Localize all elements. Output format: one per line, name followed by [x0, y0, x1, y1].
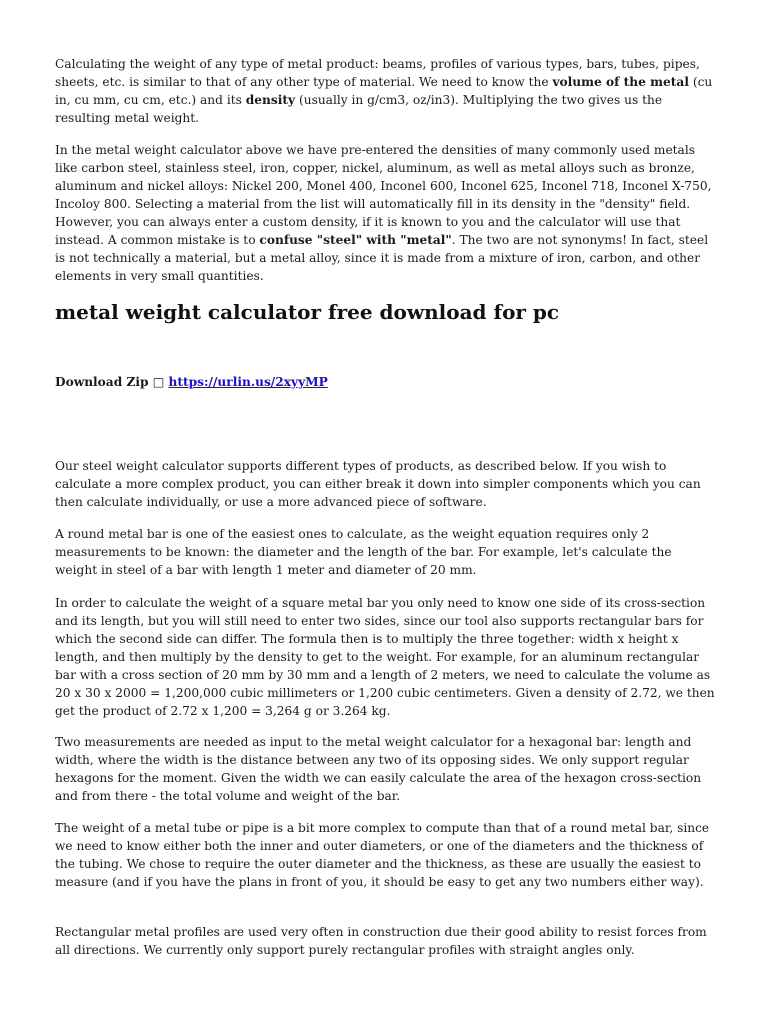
text-run: (cu in, cu mm, cu cm, etc.) and its — [55, 75, 713, 107]
bold-volume-of-metal: volume of the metal — [552, 75, 689, 89]
page-heading: metal weight calculator free download for pc — [55, 300, 560, 324]
paragraph-rectangular-profiles: Rectangular metal profiles are used very often in construction due their good ability to resist forces from all directions. We currently only support purely rectangular profiles with straight angles only. — [55, 925, 707, 957]
paragraph-hexagonal-bar: Two measurements are needed as input to the metal weight calculator for a hexagonal bar: length and width, where the width is the distance between any two of its opposing sides. We only support regular hexagons for the moment. Given the width we can easily calculate the area of the hexagon cross-section and from there - the total volume and weight of the bar. — [55, 735, 702, 803]
paragraph-round-bar: A round metal bar is one of the easiest ones to calculate, as the weight equation requires only 2 measurements to be known: the diameter and the length of the bar. For example, let's calculate the weight in steel of a bar with length 1 meter and diameter of 20 mm. — [55, 527, 672, 577]
missing-glyph-icon: □ — [152, 375, 165, 389]
text-run: . The two are not synonyms! In fact, steel is not technically a material, but a metal alloy, since it is made from a mixture of iron, carbon, and other elements in very small quantities. — [55, 233, 709, 283]
text-run: Calculating the weight of any type of metal product: beams, profiles of various types, bars, tubes, pipes, sheets, etc. is similar to that of any other type of material. We need to know the — [55, 57, 700, 89]
text-run: In the metal weight calculator above we have pre-entered the densities of many commonly used metals like carbon steel, stainless steel, iron, copper, nickel, aluminum, as well as metal alloys such as bronze, aluminum and nickel alloys: Nickel 200, Monel 400, Inconel 600, Inconel 625, Inconel 718, Inconel X-750, Incoloy 800. Selecting a material from the list will automatically fill in its density in the "density" field. However, you can always enter a custom density, if it is known to you and the calculator will use that instead. A common mistake is to — [55, 143, 712, 247]
bold-density: density — [245, 93, 296, 107]
paragraph-steel-calculator: Our steel weight calculator supports different types of products, as described below. If you wish to calculate a more complex product, you can either break it down into simpler components which you can then calculate individually, or use a more advanced piece of software. — [55, 459, 701, 509]
intro-paragraph — [55, 55, 715, 127]
download-line — [55, 373, 328, 391]
paragraph-square-bar: In order to calculate the weight of a square metal bar you only need to know one side of its cross-section and its length, but you will still need to enter two sides, since our tool also supports rectangular bars for which the second side can differ. The formula then is to multiply the three together: width x height x length, and then multiply by the density to get to the weight. For example, for an aluminum rectangular bar with a cross section of 20 mm by 30 mm and a length of 2 meters, we need to calculate the volume as 20 x 30 x 2000 = 1,200,000 cubic millimeters or 1,200 cubic centimeters. Given a density of 2.72, we then get the product of 2.72 x 1,200 = 3,264 g or 3.264 kg. — [55, 596, 715, 718]
densities-paragraph — [55, 141, 715, 285]
bold-confuse-steel-metal: confuse "steel" with "metal" — [259, 233, 452, 247]
download-link[interactable]: https://urlin.us/2xyyMP — [168, 375, 328, 389]
download-label: Download Zip — [55, 375, 153, 389]
paragraph-tube-pipe: The weight of a metal tube or pipe is a bit more complex to compute than that of a round metal bar, since we need to know either both the inner and outer diameters, or one of the diameters and the thickness of the tubing. We chose to require the outer diameter and the thickness, as these are usually the easiest to measure (and if you have the plans in front of you, it should be easy to get any two numbers either way). — [55, 821, 710, 889]
text-run: (usually in g/cm3, oz/in3). Multiplying the two gives us the resulting metal weight. — [55, 93, 663, 125]
